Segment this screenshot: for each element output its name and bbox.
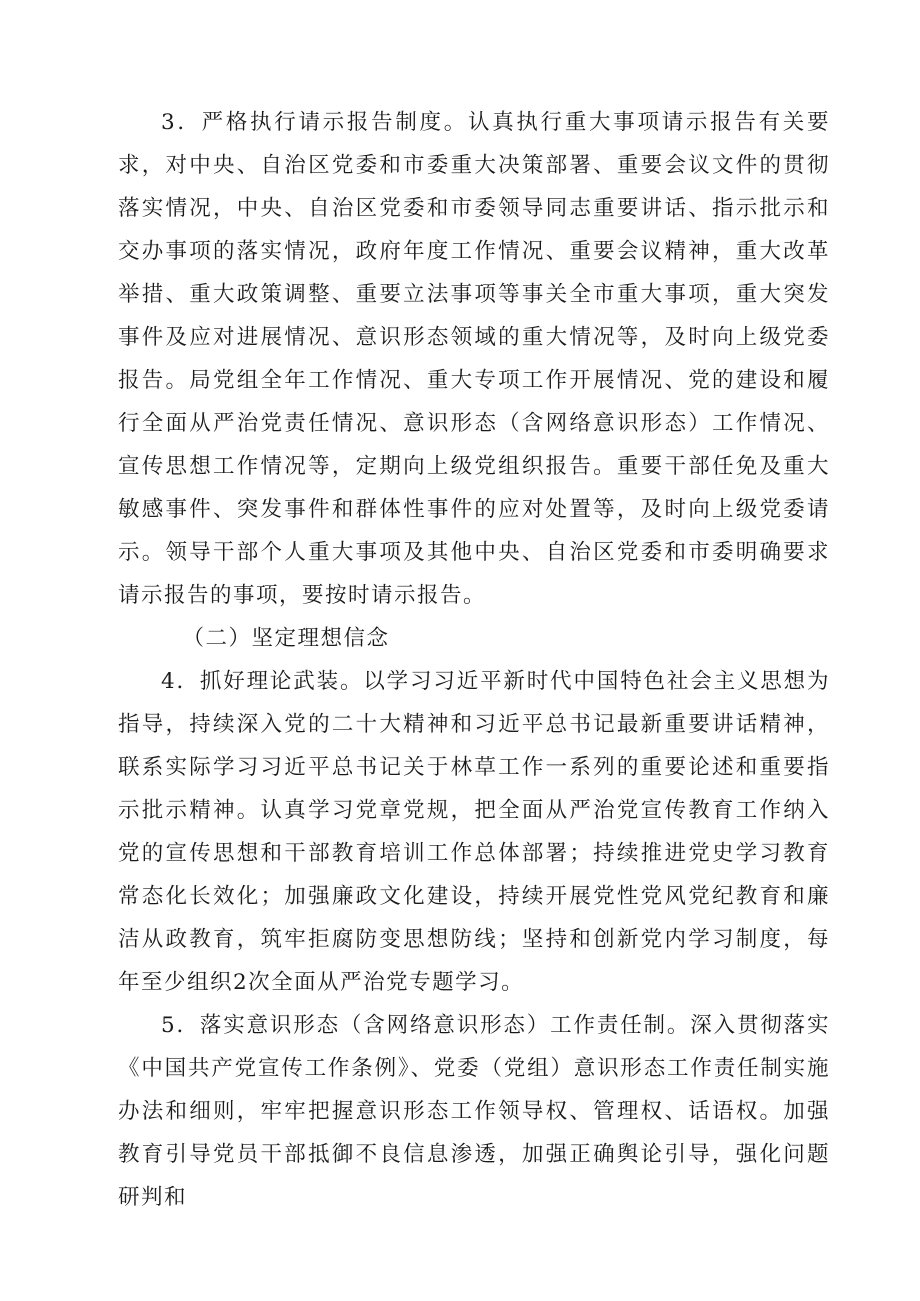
paragraph-4: 4．抓好理论武装。以学习习近平新时代中国特色社会主义思想为指导，持续深入党的二十大精神和习近平总书记最新重要讲话精神，联系实际学习习近平总书记关于林草工作一系列的重要论述和重要指示批示精神。认真学习党章党规，把全面从严治党宣传教育工作纳入党的宣传思想和干部教育培训工作总体部署；持续推进党史学习教育常态化长效化；加强廉政文化建设，持续开展党性党风党纪教育和廉洁从政教育，筑牢拒腐防变思想防线；坚持和创新党内学习制度，每年至少组织2次全面从严治党专题学习。	[118, 669, 830, 995]
paragraph-4-block	[118, 660, 830, 1004]
section-heading-block	[118, 617, 830, 660]
section-heading-2: （二）坚定理想信念	[182, 626, 390, 651]
paragraph-5-block	[118, 1004, 830, 1219]
paragraph-3-block	[118, 101, 830, 617]
paragraph-3: 3．严格执行请示报告制度。认真执行重大事项请示报告有关要求，对中央、自治区党委和市委重大决策部署、重要会议文件的贯彻落实情况，中央、自治区党委和市委领导同志重要讲话、指示批示和交办事项的落实情况，政府年度工作情况、重要会议精神，重大改革举措、重大政策调整、重要立法事项等事关全市重大事项，重大突发事件及应对进展情况、意识形态领域的重大情况等，及时向上级党委报告。局党组全年工作情况、重大专项工作开展情况、党的建设和履行全面从严治党责任情况、意识形态（含网络意识形态）工作情况、宣传思想工作情况等，定期向上级党组织报告。重要干部任免及重大敏感事件、突发事件和群体性事件的应对处置等，及时向上级党委请示。领导干部个人重大事项及其他中央、自治区党委和市委明确要求请示报告的事项，要按时请示报告。	[118, 110, 830, 608]
paragraph-5: 5．落实意识形态（含网络意识形态）工作责任制。深入贯彻落实《中国共产党宣传工作条例》、党委（党组）意识形态工作责任制实施办法和细则，牢牢把握意识形态工作领导权、管理权、话语权。加强教育引导党员干部抵御不良信息渗透，加强正确舆论引导，强化问题研判和	[118, 1013, 830, 1210]
